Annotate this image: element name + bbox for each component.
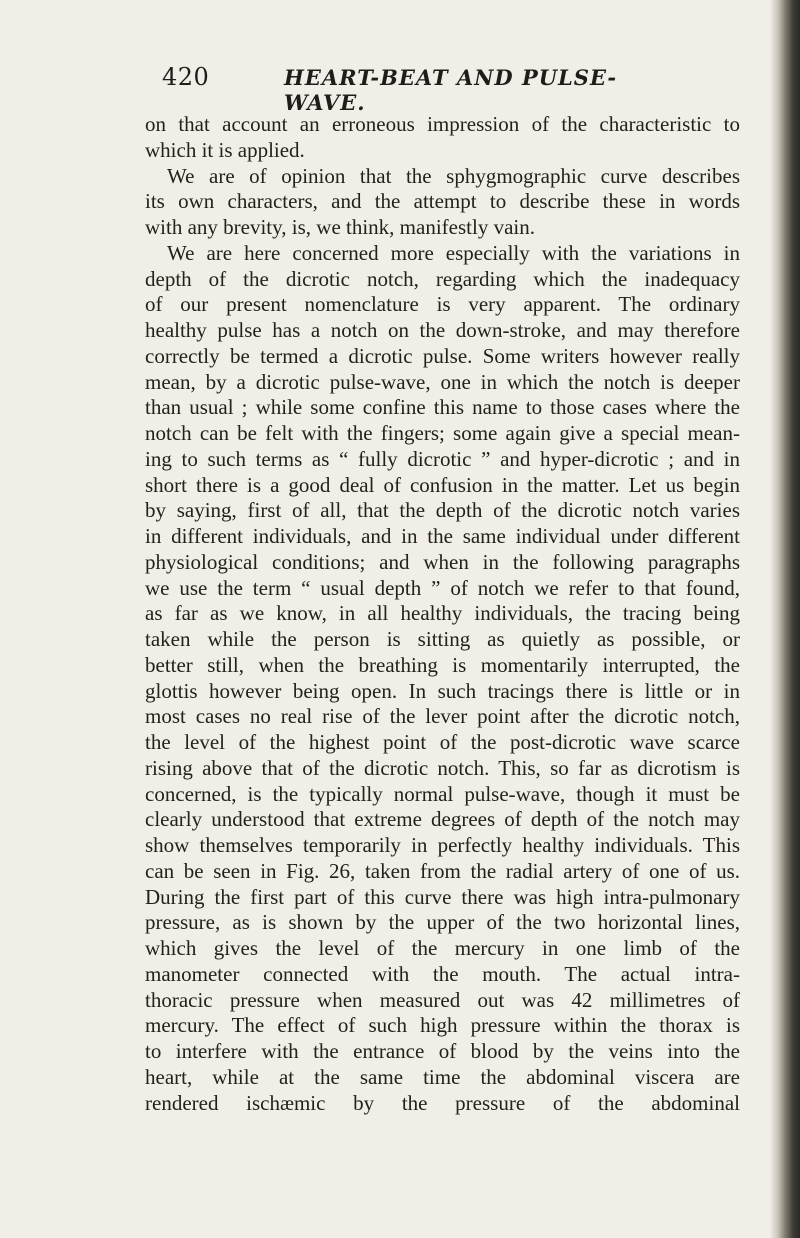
text-line: which it is applied. <box>145 137 305 162</box>
page-edge-shadow <box>770 0 778 1238</box>
text-line: which gives the level of the mercury in one limb of the <box>145 936 740 960</box>
text-line: heart, while at the same time the abdominal viscera are <box>145 1064 740 1089</box>
text-line: better still, when the breathing is momentarily interrupted, the <box>145 652 740 677</box>
text-line: by saying, first of all, that the depth of the dicrotic notch varies <box>145 498 740 523</box>
text-line: mean, by a dicrotic pulse-wave, one in which the notch is deeper <box>145 369 740 394</box>
text-line: concerned, is the typically normal pulse-wave, though it must be <box>145 781 740 806</box>
text-line: rising above that of the dicrotic notch. This, so far as dicrotism is <box>145 755 740 780</box>
text-line: show themselves temporarily in perfectly healthy individuals. This <box>145 833 740 857</box>
text-line: clearly understood that extreme degrees of depth of the notch may <box>145 807 740 832</box>
text-line: than usual ; while some confine this name to those cases where the <box>145 395 740 420</box>
text-line: mercury. The effect of such high pressure within the thorax is <box>145 1013 740 1038</box>
text-line: thoracic pressure when measured out was 42 millimetres of <box>145 987 740 1012</box>
text-line: During the first part of this curve there was high intra-pulmonary <box>145 884 740 909</box>
text-line: we use the term “ usual depth ” of notch we refer to that found, <box>145 575 740 600</box>
body-text <box>145 112 740 1116</box>
text-line: as far as we know, in all healthy individuals, the tracing being <box>145 601 740 626</box>
text-line: its own characters, and the attempt to describe these in words <box>145 189 740 214</box>
text-line: rendered ischæmic by the pressure of the abdominal <box>145 1090 740 1115</box>
text-line: most cases no real rise of the lever point after the dicrotic notch, <box>145 704 740 729</box>
text-line: ing to such terms as “ fully dicrotic ” and hyper-dicrotic ; and in <box>145 446 740 471</box>
text-line: of our present nomenclature is very apparent. The ordinary <box>145 292 740 317</box>
text-line: can be seen in Fig. 26, taken from the radial artery of one of us. <box>145 858 740 883</box>
text-line: to interfere with the entrance of blood by the veins into the <box>145 1039 740 1063</box>
text-line: on that account an erroneous impression of the characteristic to <box>145 112 740 136</box>
text-line: physiological conditions; and when in the following paragraphs <box>145 549 740 574</box>
text-line: correctly be termed a dicrotic pulse. Some writers however really <box>145 343 740 368</box>
page-number: 420 <box>162 63 210 91</box>
text-line: manometer connected with the mouth. The actual intra- <box>145 961 740 986</box>
text-line: the level of the highest point of the post-dicrotic wave scarce <box>145 730 740 754</box>
text-line: pressure, as is shown by the upper of the two horizontal lines, <box>145 910 740 935</box>
paragraph-start-line: We are here concerned more especially with the variations in <box>167 240 740 265</box>
text-line: short there is a good deal of confusion in the matter. Let us begin <box>145 472 740 497</box>
paragraph-start-line: We are of opinion that the sphygmographic curve describes <box>167 163 740 188</box>
text-line: glottis however being open. In such tracings there is little or in <box>145 678 740 703</box>
text-line: with any brevity, is, we think, manifestly vain. <box>145 215 535 239</box>
text-line: depth of the dicrotic notch, regarding which the inadequacy <box>145 266 740 291</box>
page-header <box>162 63 632 115</box>
text-line: in different individuals, and in the same individual under different <box>145 524 740 548</box>
running-head: HEART-BEAT AND PULSE-WAVE. <box>284 65 618 115</box>
text-line: healthy pulse has a notch on the down-stroke, and may therefore <box>145 318 740 342</box>
binding-edge <box>778 0 800 1238</box>
text-line: notch can be felt with the fingers; some again give a special mean- <box>145 421 740 445</box>
text-line: taken while the person is sitting as quietly as possible, or <box>145 627 740 651</box>
